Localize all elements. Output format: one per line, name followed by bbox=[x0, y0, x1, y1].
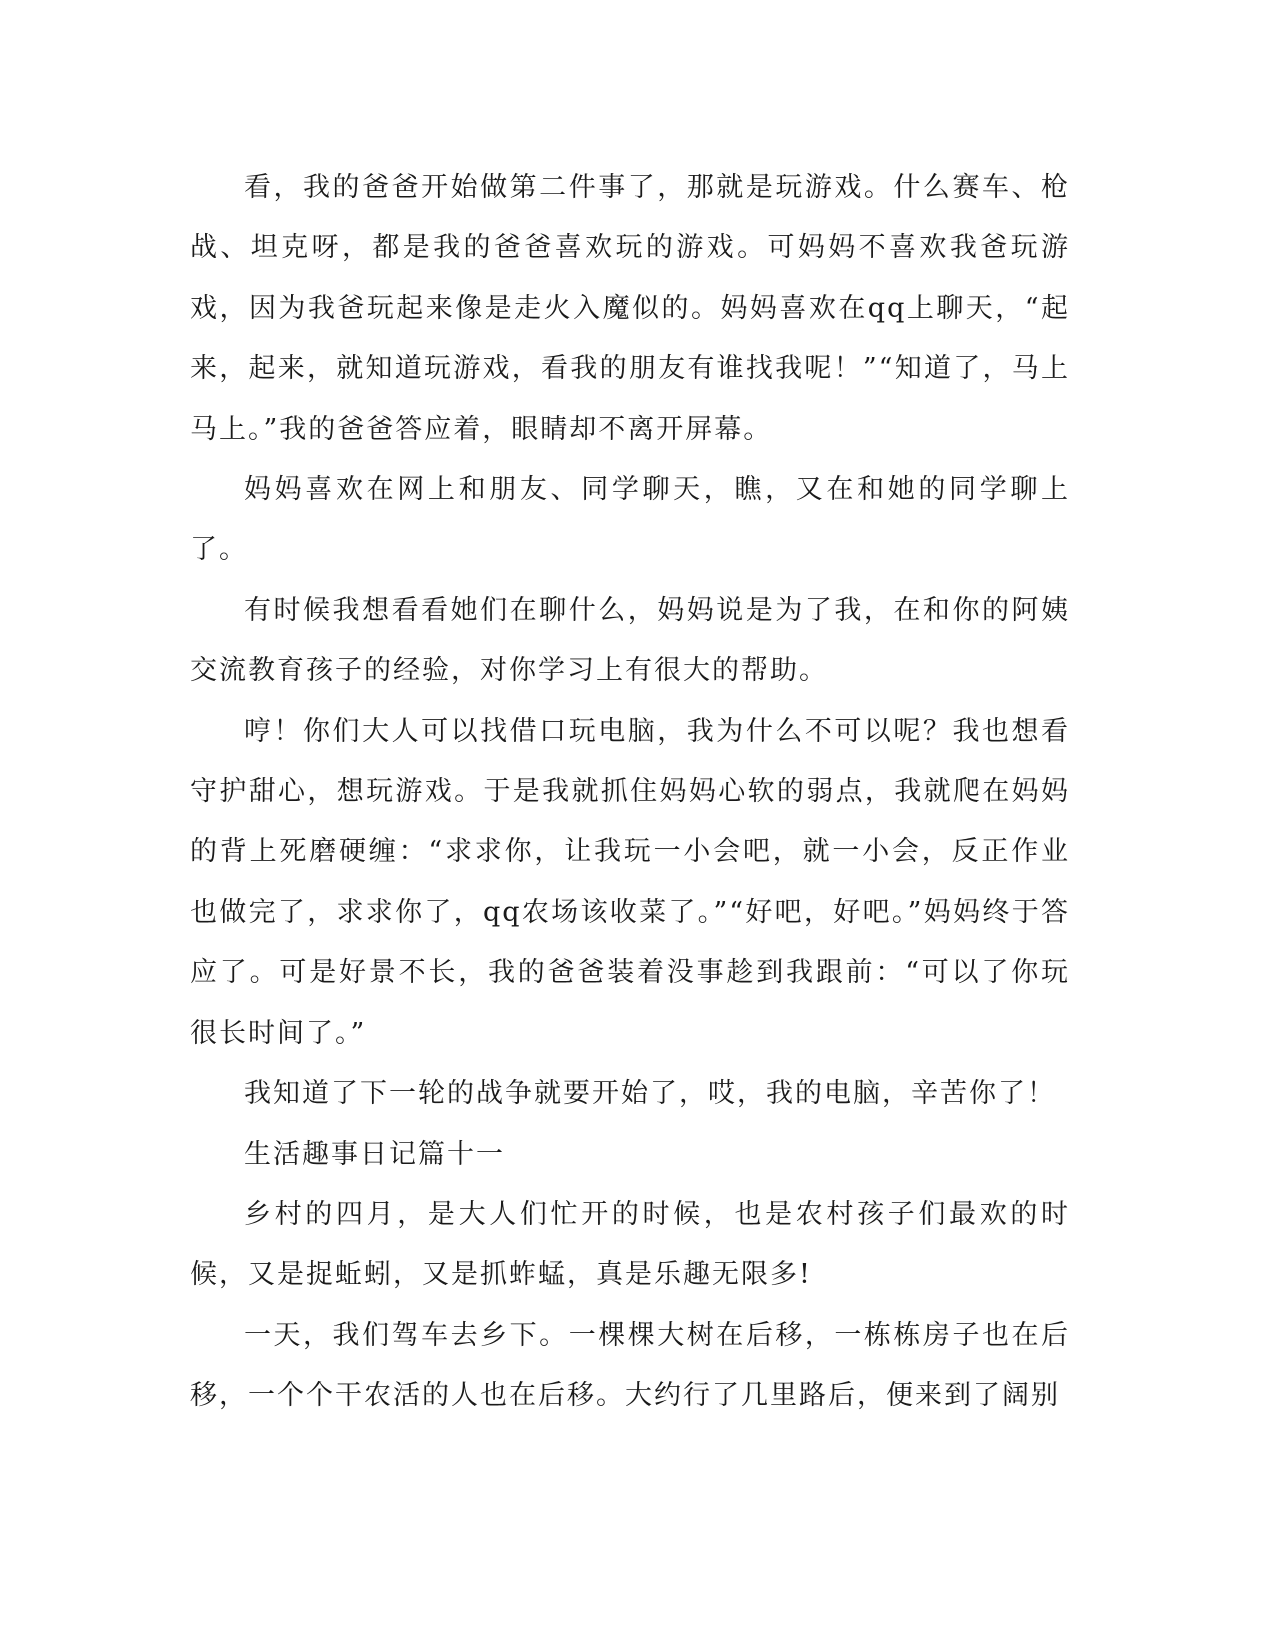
paragraph: 看，我的爸爸开始做第二件事了，那就是玩游戏。什么赛车、枪战、坦克呀，都是我的爸爸喜欢玩的游戏。可妈妈不喜欢我爸玩游戏，因为我爸玩起来像是走火入魔似的。妈妈喜欢在qq上聊天，“起来，起来，就知道玩游戏，看我的朋友有谁找我呢！”“知道了，马上马上。”我的爸爸答应着，眼睛却不离开屏幕。 bbox=[190, 172, 1070, 445]
paragraph: 乡村的四月，是大人们忙开的时候，也是农村孩子们最欢的时候，又是捉蚯蚓，又是抓蚱蜢，真是乐趣无限多! bbox=[190, 1198, 1070, 1291]
paragraph: 有时候我想看看她们在聊什么，妈妈说是为了我，在和你的阿姨交流教育孩子的经验，对你学习上有很大的帮助。 bbox=[190, 594, 1070, 687]
section-title: 生活趣事日记篇十一 bbox=[244, 1138, 505, 1170]
paragraph: 妈妈喜欢在网上和朋友、同学聊天，瞧，又在和她的同学聊上了。 bbox=[190, 474, 1070, 566]
paragraph: 一天，我们驾车去乡下。一棵棵大树在后移，一栋栋房子也在后移，一个个干农活的人也在后移。大约行了几里路后，便来到了阔别 bbox=[190, 1319, 1070, 1412]
paragraph: 我知道了下一轮的战争就要开始了，哎，我的电脑，辛苦你了！ bbox=[244, 1078, 1056, 1110]
paragraph: 哼！你们大人可以找借口玩电脑，我为什么不可以呢？我也想看守护甜心，想玩游戏。于是我就抓住妈妈心软的弱点，我就爬在妈妈的背上死磨硬缠：“求求你，让我玩一小会吧，就一小会，反正作业也做完了，求求你了，qq农场该收菜了。”“好吧，好吧。”妈妈终于答应了。可是好景不长，我的爸爸装着没事趁到我跟前：“可以了你玩很长时间了。” bbox=[190, 715, 1070, 1049]
document-body bbox=[190, 158, 1070, 1427]
